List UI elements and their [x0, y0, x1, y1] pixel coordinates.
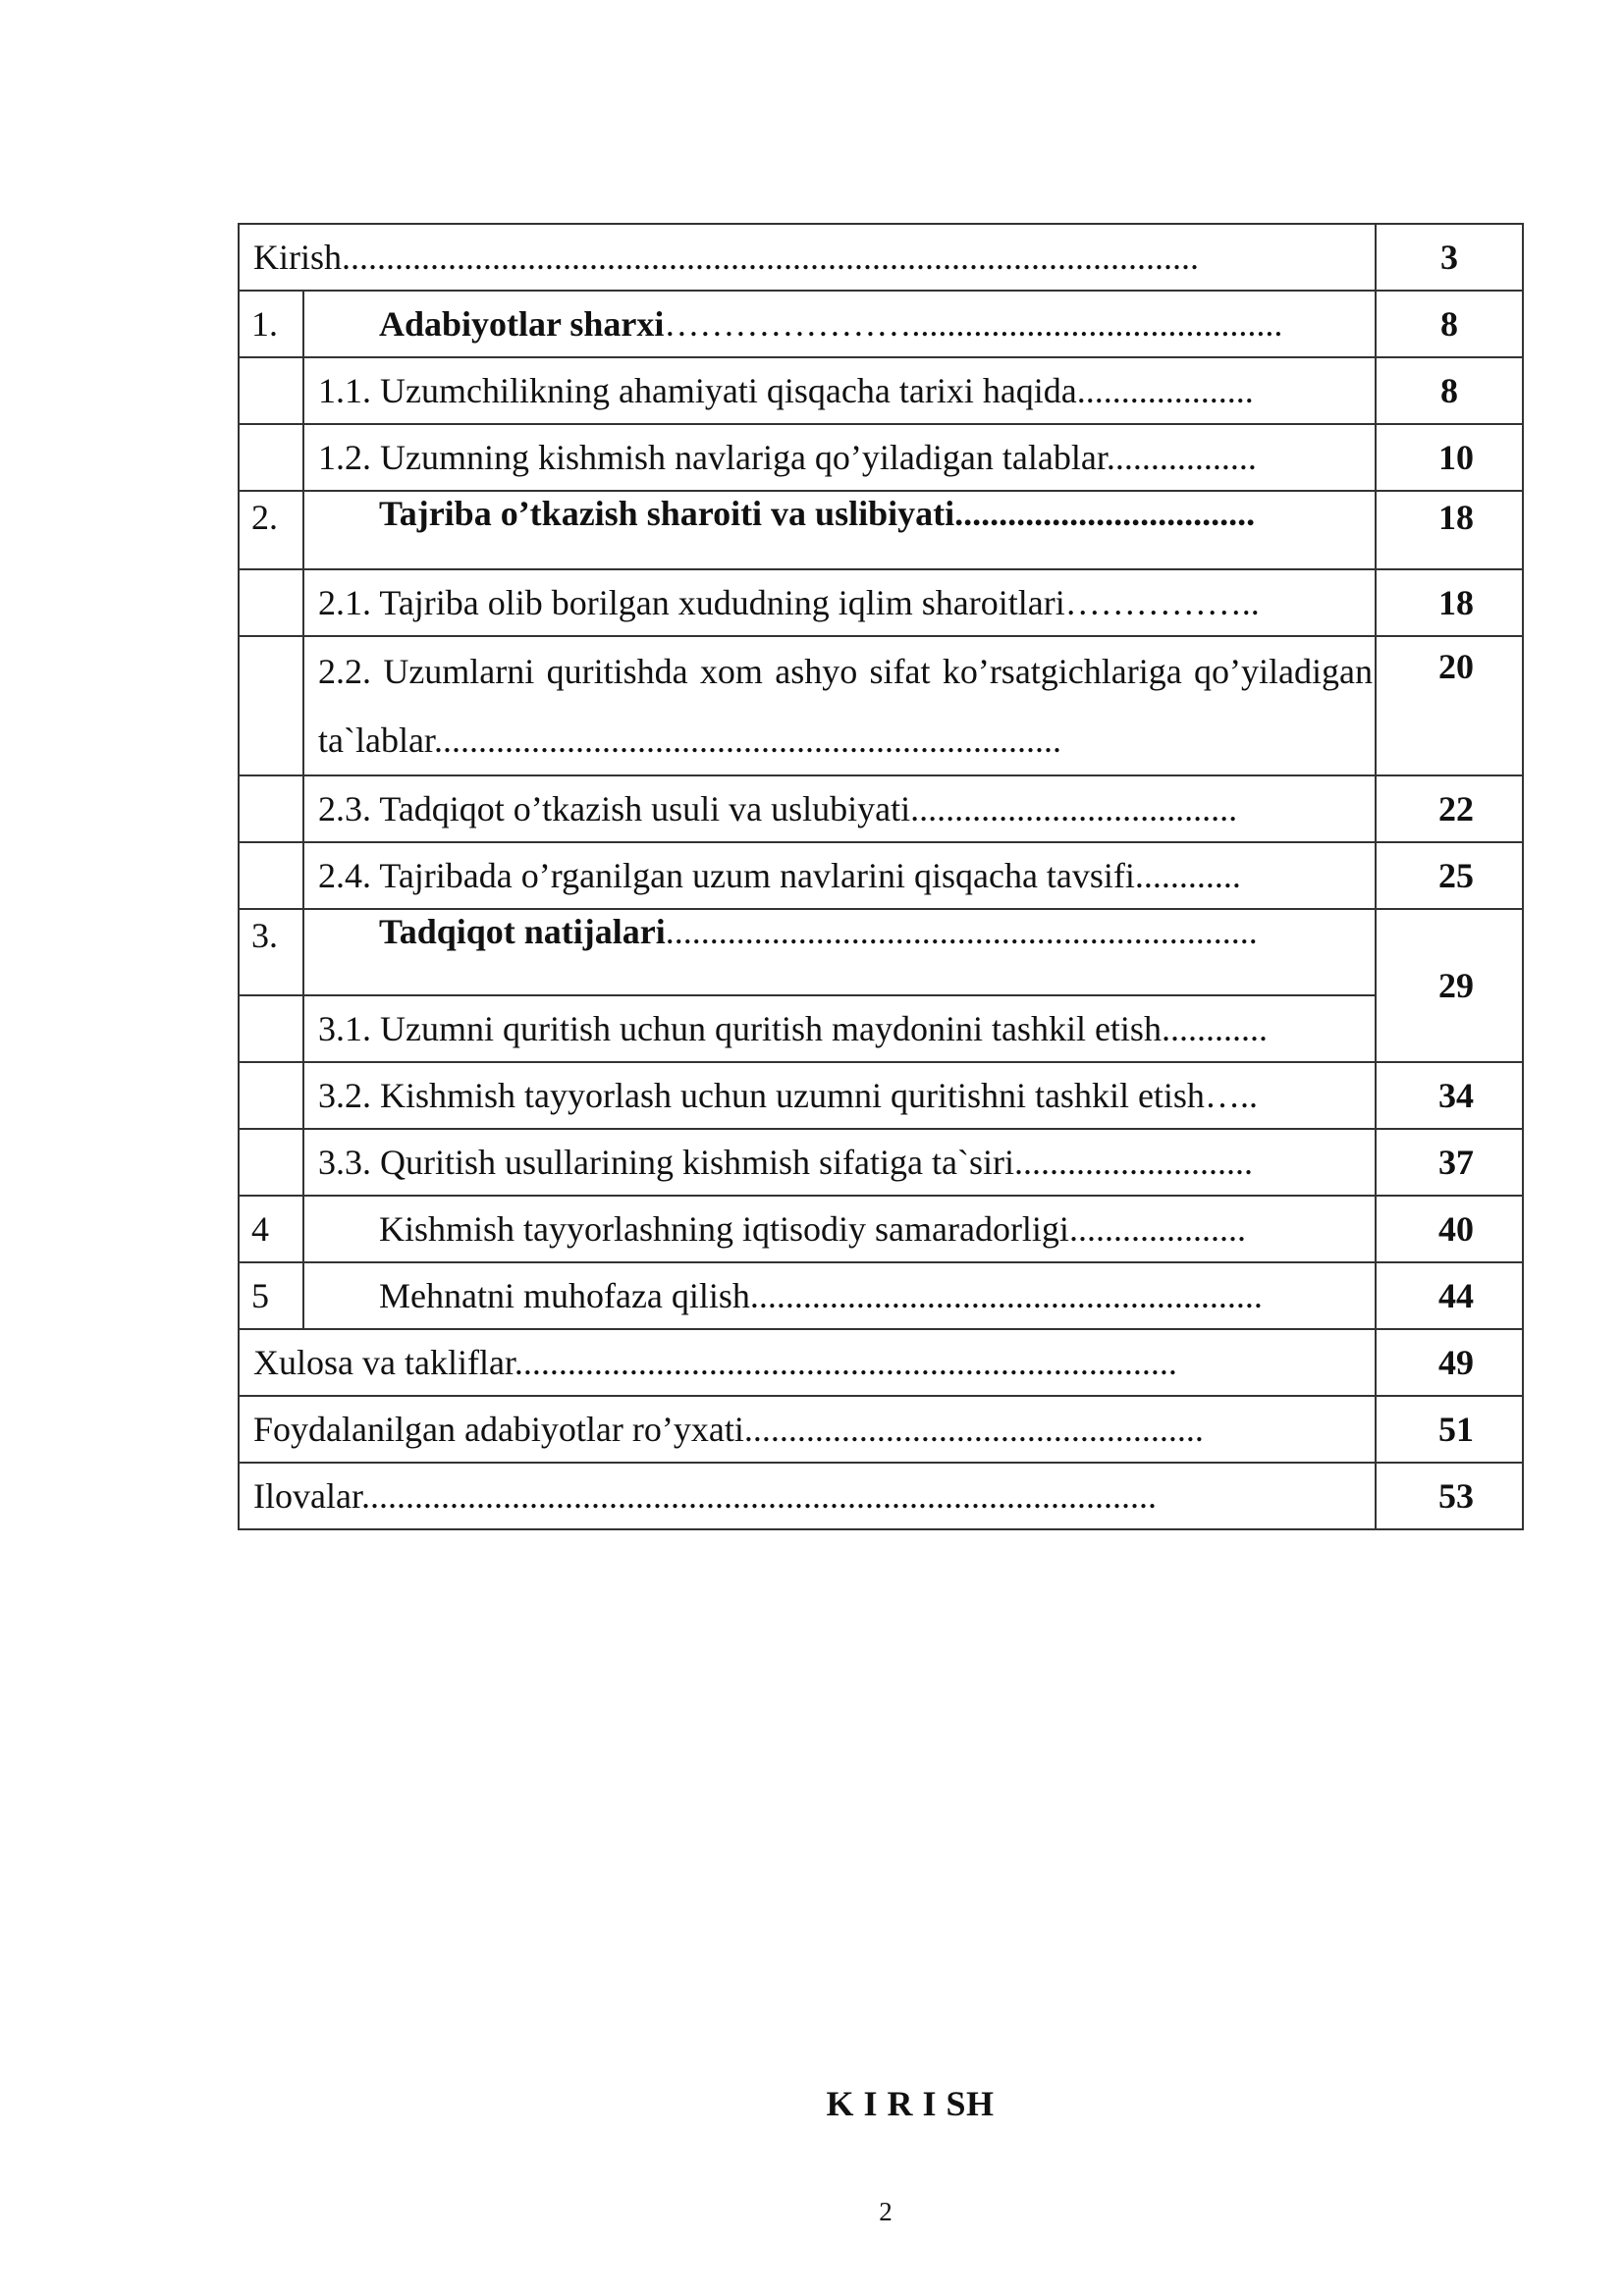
toc-leader-dots: .................: [1106, 437, 1257, 477]
toc-row: [239, 995, 1523, 1062]
toc-entry: [303, 909, 1376, 995]
toc-entry: [303, 1262, 1376, 1329]
toc-row: [239, 1129, 1523, 1196]
toc-row: [239, 909, 1523, 995]
toc-row: [239, 1196, 1523, 1262]
toc-section-number: 5: [239, 1262, 303, 1329]
toc-section-number: [239, 842, 303, 909]
toc-row: [239, 357, 1523, 424]
toc-page-number: 25: [1376, 842, 1523, 909]
toc-leader-dots: ....................................................: [743, 1409, 1204, 1449]
toc-entry-title: Tadqiqot natijalari: [379, 912, 666, 951]
toc-entry-title: 3.3. Quritish usullarining kishmish sifatiga ta`siri: [318, 1142, 1014, 1182]
toc-leader-dots: …..: [1204, 1075, 1258, 1115]
toc-leader-dots: ..........................................................: [749, 1275, 1263, 1315]
toc-leader-dots: ..........................................................................................: [360, 1475, 1157, 1516]
toc-entry: [303, 491, 1376, 569]
toc-leader-dots: ............: [1161, 1008, 1268, 1048]
toc-entry: [239, 224, 1376, 291]
toc-row: [239, 1396, 1523, 1463]
toc-page-number: 40: [1376, 1196, 1523, 1262]
toc-entry-title: Xulosa va takliflar: [253, 1342, 514, 1382]
toc-page-number: 20: [1376, 636, 1523, 775]
toc-page-number: 22: [1376, 775, 1523, 842]
toc-entry-title: Tajriba o’tkazish sharoiti va uslibiyati: [379, 494, 955, 533]
toc-section-number: [239, 775, 303, 842]
toc-section-number: [239, 1129, 303, 1196]
toc-page-number: 37: [1376, 1129, 1523, 1196]
toc-row: [239, 491, 1523, 569]
toc-leader-dots: ............: [1134, 855, 1241, 895]
toc-section-number: [239, 1062, 303, 1129]
toc-row: [239, 291, 1523, 357]
section-heading: K I R I SH: [826, 2084, 995, 2123]
toc-section-number: 4: [239, 1196, 303, 1262]
toc-page-number: 34: [1376, 1062, 1523, 1129]
toc-page-number: 18: [1376, 491, 1523, 569]
toc-entry: [303, 636, 1376, 775]
toc-page-number: 8: [1376, 357, 1523, 424]
toc-entry-title: 3.2. Kishmish tayyorlash uchun uzumni quritishni tashkil etish: [318, 1075, 1205, 1115]
toc-page-number: 49: [1376, 1329, 1523, 1396]
toc-page-number: 18: [1376, 569, 1523, 636]
toc-section-number: 2.: [239, 491, 303, 569]
toc-entry: [303, 842, 1376, 909]
toc-leader-dots: …………………..........................................: [664, 303, 1283, 344]
toc-row: [239, 1463, 1523, 1529]
toc-page-number: 3: [1376, 224, 1523, 291]
toc-entry-title: 1.1. Uzumchilikning ahamiyati qisqacha tarixi haqida: [318, 370, 1077, 410]
toc-section-number: 1.: [239, 291, 303, 357]
toc-page-number: 51: [1376, 1396, 1523, 1463]
toc-entry: [239, 1396, 1376, 1463]
toc-entry: [239, 1329, 1376, 1396]
toc-row: [239, 569, 1523, 636]
toc-leader-dots: ...........................: [1013, 1142, 1253, 1182]
toc-section-number: [239, 357, 303, 424]
toc-leader-dots: ...........................................................................: [514, 1342, 1177, 1382]
toc-page-number: 53: [1376, 1463, 1523, 1529]
toc-page-number: 29: [1376, 909, 1523, 1062]
toc-leader-dots: .................................................................................................: [342, 237, 1199, 277]
toc-entry-title: 1.2. Uzumning kishmish navlariga qo’yiladigan talablar: [318, 437, 1107, 477]
toc-row: [239, 636, 1523, 775]
toc-entry: [303, 291, 1376, 357]
toc-section-number: [239, 995, 303, 1062]
toc-entry: [303, 1196, 1376, 1262]
toc-entry-title: 2.4. Tajribada o’rganilgan uzum navlarini qisqacha tavsifi: [318, 855, 1135, 895]
table-of-contents: [238, 223, 1524, 1530]
toc-entry: [303, 424, 1376, 491]
toc-entry-title: Ilovalar: [253, 1475, 361, 1516]
toc-entry: [303, 1062, 1376, 1129]
page-number: 2: [879, 2197, 893, 2226]
toc-row: [239, 424, 1523, 491]
toc-leader-dots: .......................................................................: [433, 721, 1061, 760]
toc-entry-title: Kirish: [253, 237, 342, 277]
toc-section-number: [239, 569, 303, 636]
toc-entry-title: Mehnatni muhofaza qilish: [379, 1275, 750, 1315]
toc-leader-dots: ……………..: [1064, 582, 1260, 622]
toc-entry-title: 3.1. Uzumni quritish uchun quritish maydonini tashkil etish: [318, 1008, 1162, 1048]
toc-entry: [303, 569, 1376, 636]
toc-leader-dots: ..................................: [954, 494, 1256, 533]
toc-row: [239, 775, 1523, 842]
toc-leader-dots: .....................................: [910, 788, 1238, 828]
toc-section-number: [239, 424, 303, 491]
toc-leader-dots: ....................: [1068, 1208, 1246, 1249]
toc-entry: [303, 357, 1376, 424]
toc-row: [239, 1262, 1523, 1329]
toc-row: [239, 1062, 1523, 1129]
toc-row: [239, 842, 1523, 909]
toc-entry: [303, 775, 1376, 842]
toc-section-number: 3.: [239, 909, 303, 995]
toc-page-number: 10: [1376, 424, 1523, 491]
toc-row: [239, 1329, 1523, 1396]
toc-page-number: 44: [1376, 1262, 1523, 1329]
toc-leader-dots: ...................................................................: [665, 912, 1258, 951]
toc-entry-title: Kishmish tayyorlashning iqtisodiy samaradorligi: [379, 1208, 1069, 1249]
toc-entry-title: 2.1. Tajriba olib borilgan xududning iqlim sharoitlari: [318, 582, 1065, 622]
toc-entry: [303, 995, 1376, 1062]
toc-entry: [303, 1129, 1376, 1196]
toc-entry: [239, 1463, 1376, 1529]
toc-entry-title: 2.2. Uzumlarni quritishda xom ashyo sifat ko’rsatgichlariga qo’yiladigan ta`lablar: [318, 652, 1373, 760]
toc-row: [239, 224, 1523, 291]
toc-leader-dots: ....................: [1076, 370, 1254, 410]
toc-entry-title: 2.3. Tadqiqot o’tkazish usuli va uslubiyati: [318, 788, 911, 828]
toc-page-number: 8: [1376, 291, 1523, 357]
toc-entry-title: Adabiyotlar sharxi: [379, 303, 665, 344]
toc-section-number: [239, 636, 303, 775]
toc-entry-title: Foydalanilgan adabiyotlar ro’yxati: [253, 1409, 744, 1449]
